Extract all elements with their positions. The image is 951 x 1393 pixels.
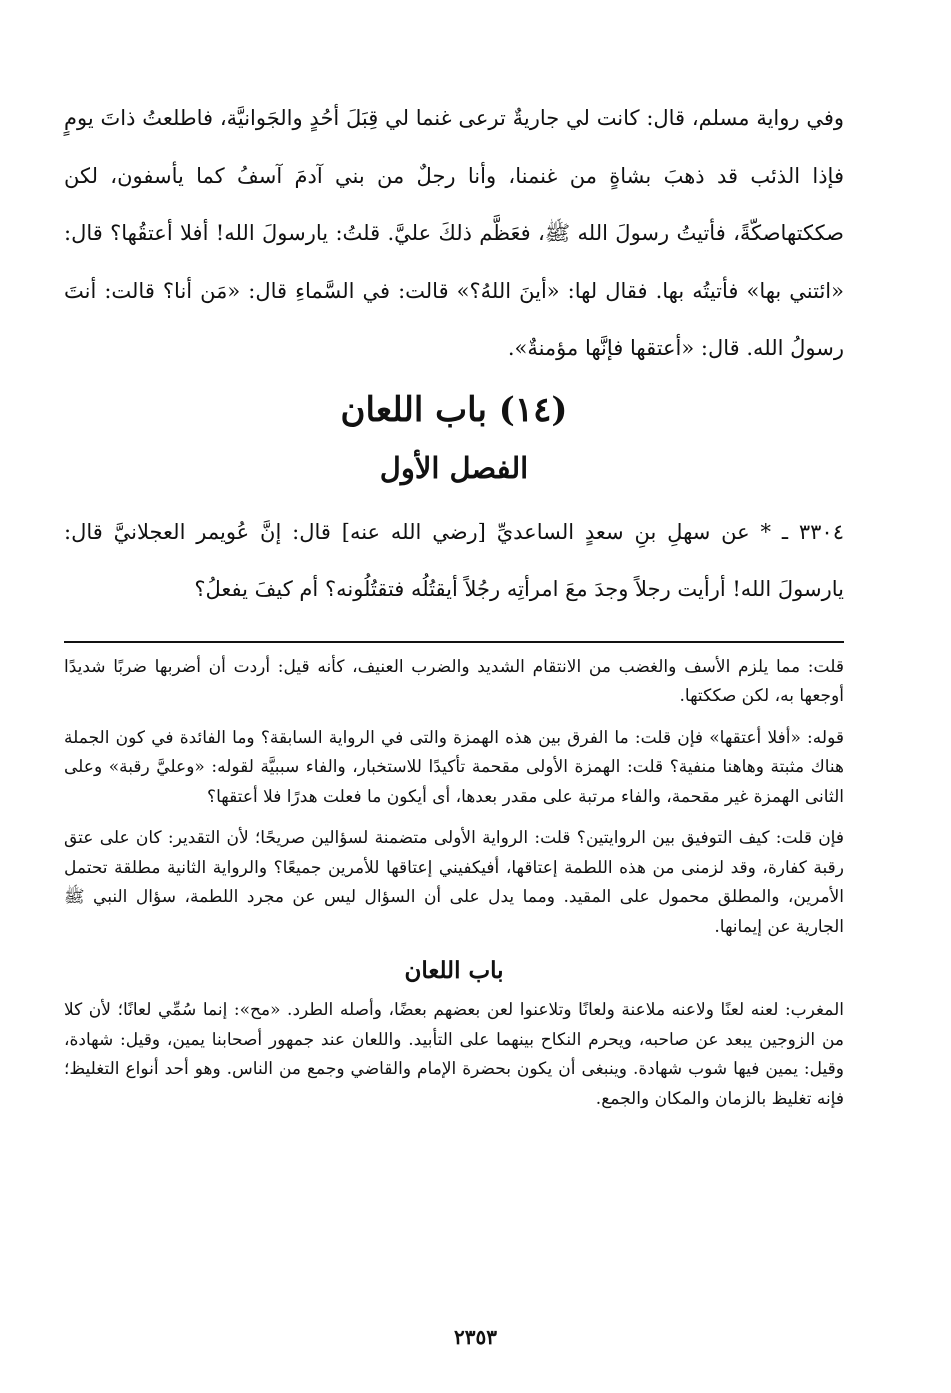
note-paragraph-1: قلت: مما يلزم الأسف والغضب من الانتقام الشديد والضرب العنيف، كأنه قيل: أردت أن أضربها ضربًا شديدًا أوجعها به، لكن صككتها. <box>64 656 844 706</box>
page-number: ٢٣٥٣ <box>454 1325 497 1349</box>
note-paragraph-3: فإن قلت: كيف التوفيق بين الروايتين؟ قلت: الرواية الأولى متضمنة لسؤالين صريحًا؛ لأن التقدير: كان على عتق رقبة كفارة، وقد لزمنى من هذه اللطمة إعتاقها، أفيكفيني إعتاقها للأمرين جميعًا؟ والرواية الثانية مطلقة تحتمل الأمرين، والمطلق محمول على المقيد. ومما يدل على أن السؤال ليس عن مجرد اللطمة، سؤال النبي ﷺ الجارية عن إيمانها. <box>64 828 844 937</box>
chapter-title: (١٤) باب اللعان <box>340 389 568 430</box>
note-sub-heading: باب اللعان <box>404 957 504 984</box>
page-content <box>64 90 844 1126</box>
note-paragraph-4: المغرب: لعنه لعنًا ولاعنه ملاعنة ولعانًا وتلاعنوا لعن بعضهم بعضًا، وأصله الطرد. «مح»: إنما سُمِّي لعانًا؛ لأن كلا من الزوجين يبعد عن صاحبه، ويحرم النكاح بينهما على التأبيد. واللعان عند جمهور أصحابنا يمين، وقيل: شهادة، وقيل: يمين فيها شوب شهادة. وينبغى أن يكون بحضرة الإمام والقاضي وجمع من الناس. وهو أحد أنواع التغليظ؛ فإنه تغليظ بالزمان والمكان والجمع. <box>64 1000 844 1109</box>
section-title: الفصل الأول <box>379 450 529 485</box>
footnote-divider <box>64 641 844 643</box>
hadith-continuation-paragraph: وفي رواية مسلم، قال: كانت لي جاريةٌ ترعى غنما لي قِبَلَ أحُدٍ والجَوانيَّة، فاطلعتُ ذاتَ يومٍ فإذا الذئب قد ذهبَ بشاةٍ من غنمنا، وأنا رجلٌ من بني آدمَ آسفُ كما يأسفون، لكن صككتهاصكّةً، فأتيتُ رسولَ الله ﷺ، فعَظَّم ذلكَ عليَّ. قلتُ: يارسولَ الله! أفلا أعتقُها؟ قال: «ائتني بها» فأتيتُه بها. فقال لها: «أينَ اللهُ؟» قالت: في السَّماءِ قال: «مَن أنا؟ قالت: أنتَ رسولُ الله. قال: «أعتقها فإنَّها مؤمنةٌ». <box>64 106 844 360</box>
hadith-paragraph: ٣٣٠٤ ـ * عن سهلِ بنِ سعدٍ الساعديِّ [رضي الله عنه] قال: إنَّ عُويمر العجلانيَّ قال: يارسولَ الله! أرأيت رجلاً وجدَ معَ امرأتِه رجُلاً أيقتُلُه فتقتُلُونه؟ أم كيفَ يفعلُ؟ <box>64 519 844 601</box>
main-text <box>64 90 844 619</box>
note-paragraph-2: قوله: «أفلا أعتقها» فإن قلت: ما الفرق بين هذه الهمزة والتى في الرواية السابقة؟ وما الفائدة في كون الجملة هناك مثبتة وهاهنا منفية؟ قلت: الهمزة الأولى مقحمة تأكيدًا للاستخبار، والفاء سببيَّة لقوله: «وعليَّ رقبة» وعلى الثانى الهمزة غير مقحمة، والفاء مرتبة على مقدر بعدها، أى أيكون ما فعلت هدرًا فلا أعتقها؟ <box>64 727 844 807</box>
footnotes <box>64 653 844 1115</box>
